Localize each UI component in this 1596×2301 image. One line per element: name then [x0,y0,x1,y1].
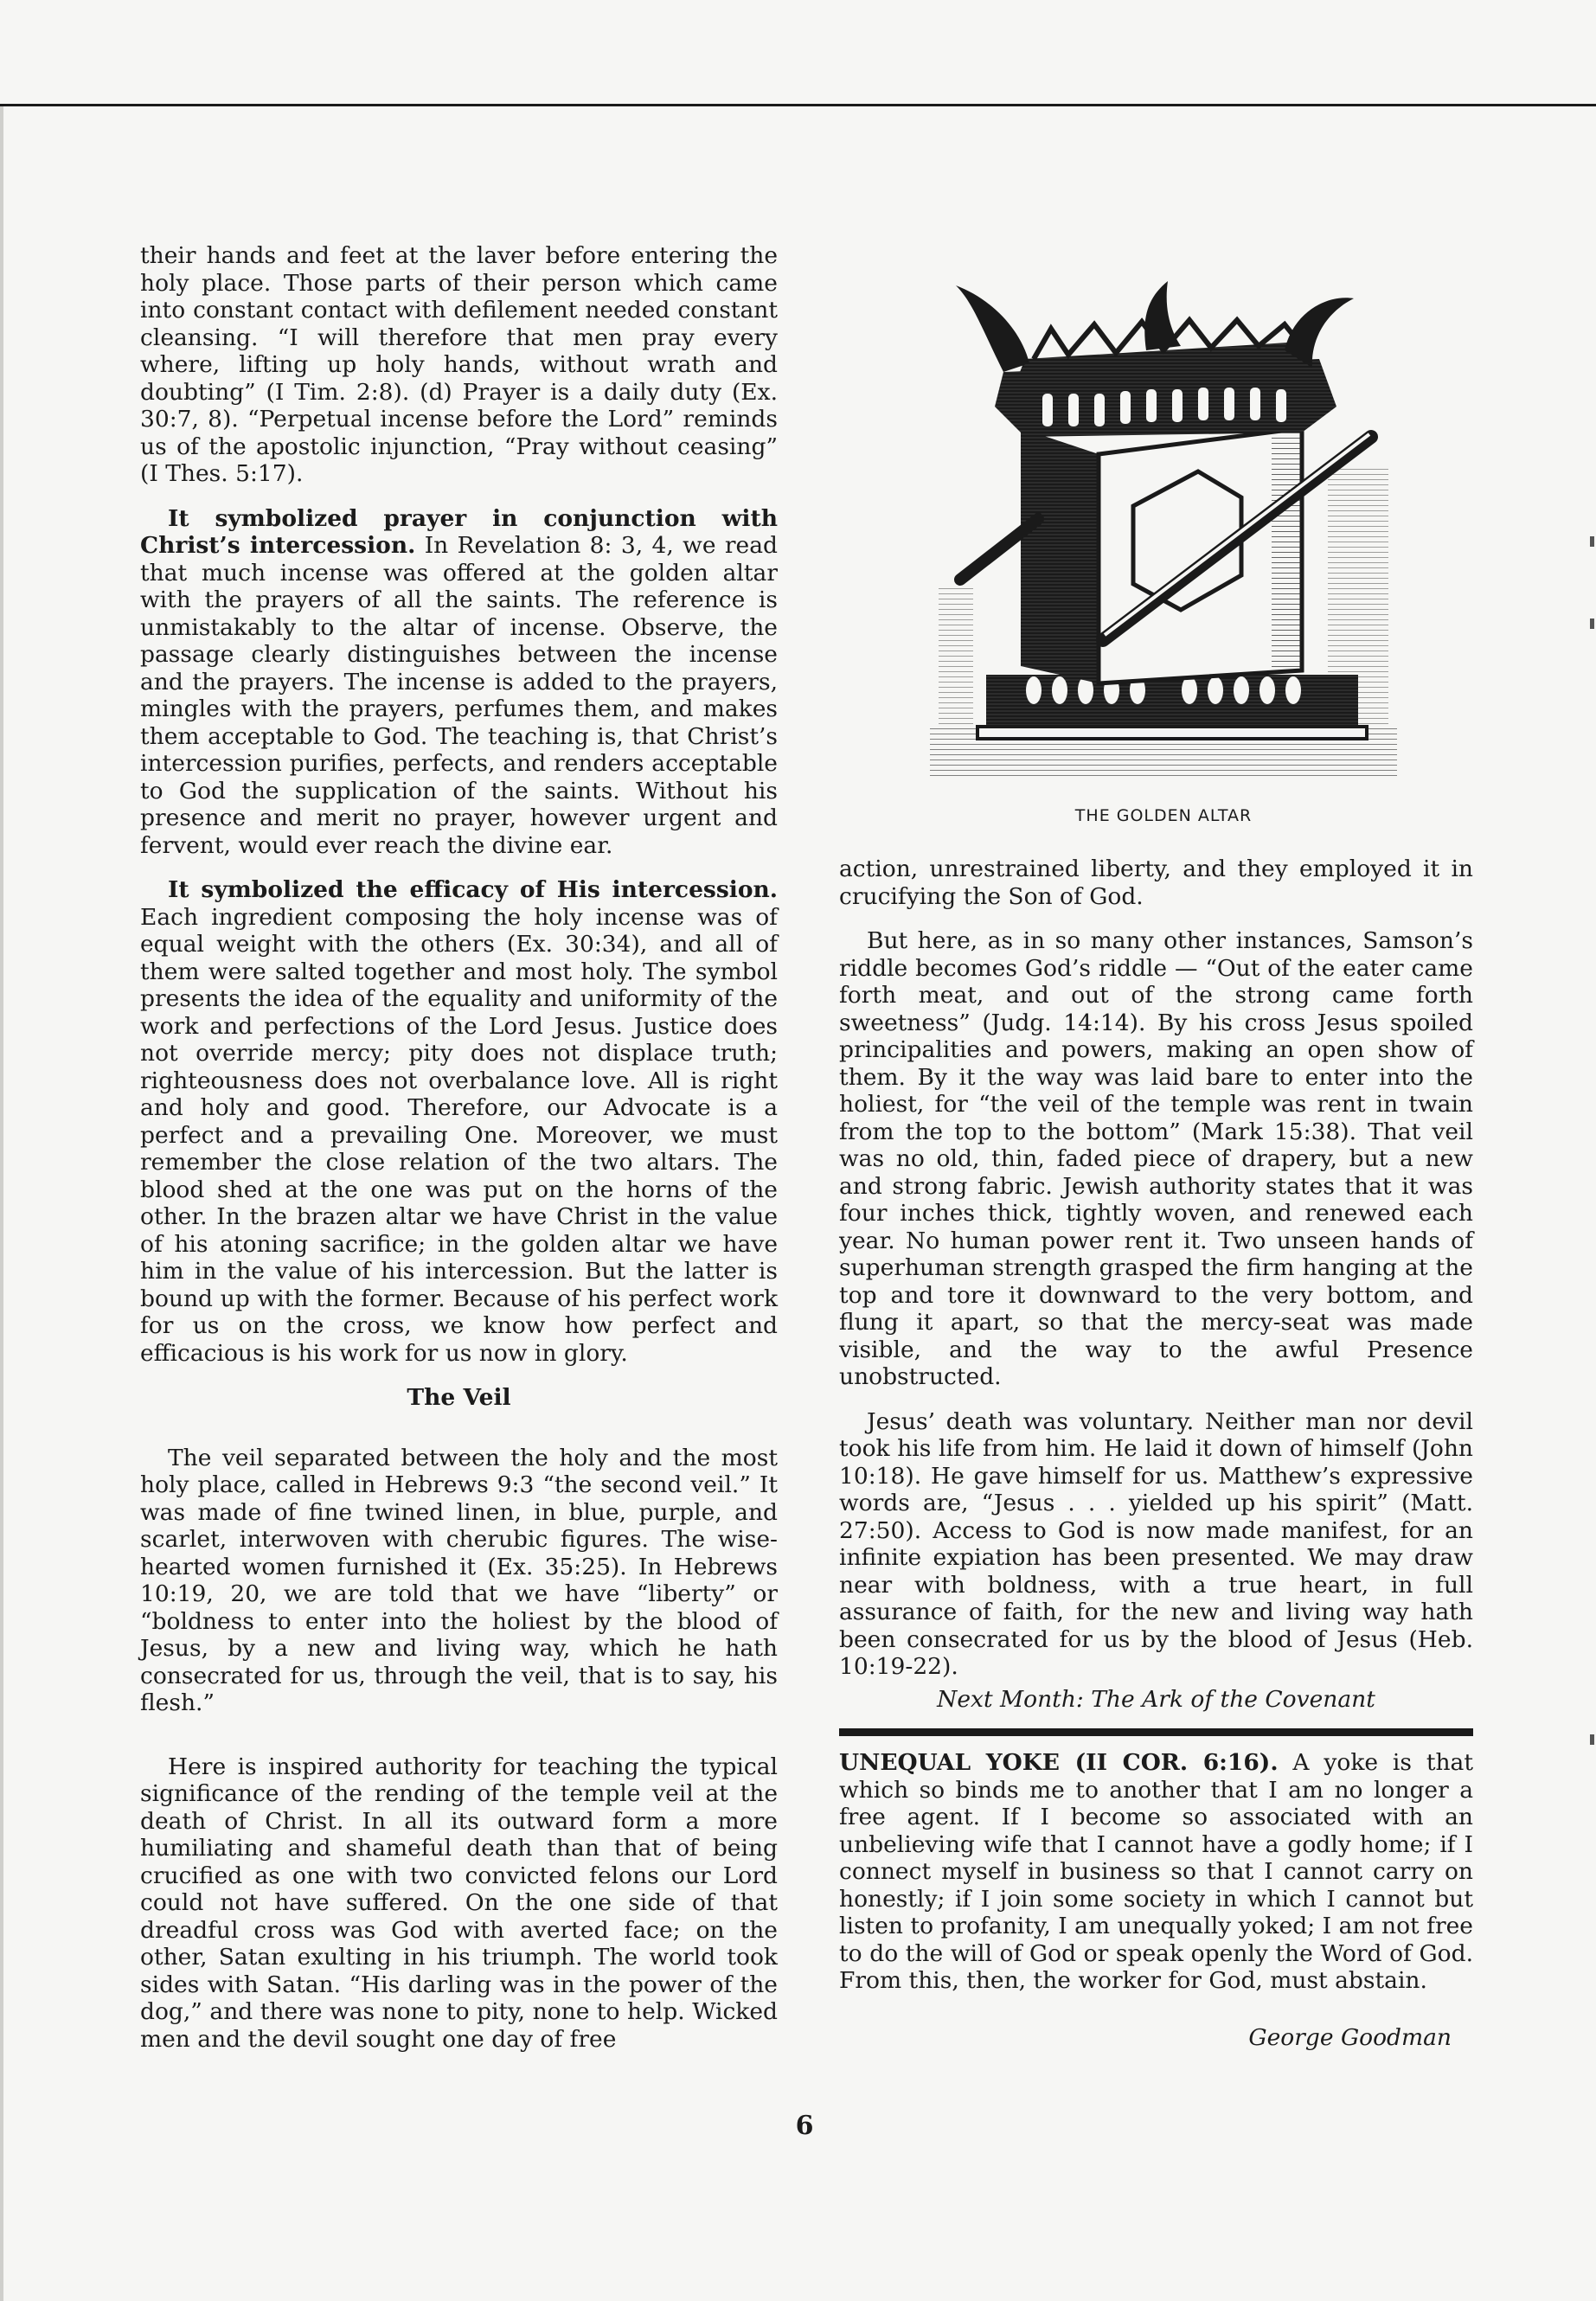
scan-mark [1590,536,1594,547]
top-rule [0,104,1596,106]
next-month-notice: Next Month: The Ark of the Covenant [937,1685,1375,1713]
section-divider [839,1728,1473,1736]
left-column [140,242,778,2070]
unequal-yoke-box [839,1749,1473,1995]
lead-prayer-intercession: It symbolized prayer in conjunction with Christ’s intercession. [140,504,778,559]
page-edge-shadow [0,106,3,2301]
scan-mark [1590,619,1594,629]
body-efficacy: Each ingredient composing the holy incense was of equal weight with the others (Ex. 30:34), and all of them were salted together and most holy. The symbol presents the idea of the equality and uniformity of the work and perfections of the Lord Jesus. Justice does not override mercy; pity does not displace truth; righteousness does not overbalance love. All is right and holy and good. Therefore, our Advocate is a perfect and a prevailing One. Moreover, we must remember the close relation of the two altars. The blood shed at the one was put on the horns of the other. In the brazen altar we have Christ in the value of his atoning sacrifice; in the golden altar we have him in the value of his intercession. But the latter is bound up with the former. Because of his perfect work for us on the cross, we know how perfect and efficacious is his work for us now in glory. [140,903,778,1367]
paragraph-samson-riddle: But here, as in so many other instances, Samson’s riddle becomes God’s riddle — “Out of the eater came forth meat, and out of the strong came forth sweetness” (Judg. 14:14). By his cross Jesus spoiled principalities and powers, making an open show of them. By it the way was laid bare to enter into the holiest, for “the veil of the temple was rent in twain from the top to the bottom” (Mark 15:38). That veil was no old, thin, faded piece of drapery, but a new and strong fabric. Jewish authority states that it was four inches thick, tightly woven, and renewed each year. No human power rent it. Two unseen hands of superhuman strength grasped the firm hanging at the top and tore it downward to the very bottom, and flung it apart, so that the mercy-seat was made visible, and the way to the awful Presence unobstructed. [839,927,1473,1390]
section-heading-veil: The Veil [407,1384,511,1411]
paragraph-prayer-intercession [140,505,778,860]
altar-base [977,675,1367,739]
paragraph-efficacy [140,876,778,1367]
golden-altar-illustration [921,277,1406,796]
paragraph-veil: The veil separated between the holy and the most holy place, called in Hebrews 9:3 “the second veil.” It was made of fine twined linen, in blue, purple, and scarlet, interwoven with cherubic figures. The wise-hearted women furnished it (Ex. 35:25). In Hebrews 10:19, 20, we are told that we have “liberty” or “boldness to enter into the holiest by the blood of Jesus, by a new and living way, which he hath consecrated for us, through the veil, that is to say, his flesh.” [140,1444,778,1716]
right-column [839,856,1473,1730]
page-number: 6 [795,2111,814,2141]
paragraph-crucifying: action, unrestrained liberty, and they employed it in crucifying the Son of God. [839,856,1473,910]
scan-mark [1590,1734,1594,1745]
body-prayer-intercession: In Revelation 8: 3, 4, we read that much incense was offered at the golden altar with the prayers of all the saints. The reference is unmistakably to the altar of incense. Observe, the passage clearly distinguishes between the incense and the prayers. The incense is added to the prayers, mingles with the prayers, perfumes them, and makes them acceptable to God. The teaching is, that Christ’s intercession purifies, perfects, and renders acceptable to God the supplication of the saints. Without his presence and merit no prayer, however urgent and fervent, would ever reach the divine ear. [140,532,778,859]
unequal-yoke-title: UNEQUAL YOKE (II COR. 6:16). [839,1749,1279,1776]
figure-caption: THE GOLDEN ALTAR [1074,806,1253,825]
unequal-yoke-body: A yoke is that which so binds me to another that I am no longer a free agent. If I become so associated with an unbelieving wife that I cannot have a godly home; if I connect myself in business so that I cannot carry on honestly; if I join some society in which I cannot but listen to profanity, I am unequally yoked; I am not free to do the will of God or speak openly the Word of God. From this, then, the worker for God, must abstain. [839,1749,1473,1994]
author-signature: George Goodman [1248,2024,1452,2051]
altar-body [1021,428,1302,683]
lead-efficacy: It symbolized the efficacy of His intercession. [168,876,778,903]
golden-altar-figure [921,277,1406,835]
paragraph-rending: Here is inspired authority for teaching the typical significance of the rending of the temple veil at the death of Christ. In all its outward form a more humiliating and shameful death than that of being crucified as one with two convicted felons our Lord could not have suffered. On the one side of that dreadful cross was God with averted face; on the other, Satan exulting in his triumph. The world took sides with Satan. “His darling was in the power of the dog,” and there was none to pity, none to help. Wicked men and the devil sought one day of free [140,1753,778,2053]
paragraph-laver: their hands and feet at the laver before entering the holy place. Those parts of their person which came into constant contact with defilement needed constant cleansing. “I will therefore that men pray every where, lifting up holy hands, without wrath and doubting” (I Tim. 2:8). (d) Prayer is a daily duty (Ex. 30:7, 8). “Perpetual incense before the Lord” reminds us of the apostolic injunction, “Pray without ceasing” (I Thes. 5:17). [140,242,778,487]
paragraph-voluntary-death: Jesus’ death was voluntary. Neither man nor devil took his life from him. He laid it down of himself (John 10:18). He gave himself for us. Matthew’s expressive words are, “Jesus . . . yielded up his spirit” (Matt. 27:50). Access to God is now made manifest, for an infinite expiation has been presented. We may draw near with boldness, with a true heart, in full assurance of faith, for the new and living way hath been consecrated for us by the blood of Jesus (Heb. 10:19-22). [839,1407,1473,1680]
